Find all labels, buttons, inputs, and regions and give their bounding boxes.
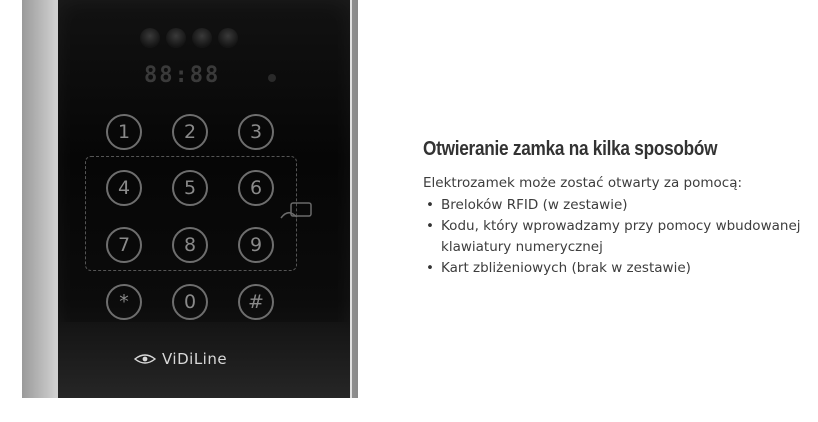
feature-list xyxy=(423,195,803,279)
key-5: 5 xyxy=(172,170,208,206)
list-item: • Kodu, który wprowadzamy przy pomocy wbudowanej klawiatury numerycznej xyxy=(423,216,803,258)
key-7: 7 xyxy=(106,227,142,263)
led-indicator-icon xyxy=(166,28,186,48)
key-6: 6 xyxy=(238,170,274,206)
key-9: 9 xyxy=(238,227,274,263)
brand-logo xyxy=(134,350,227,368)
key-4: 4 xyxy=(106,170,142,206)
rfid-card-icon xyxy=(279,200,315,224)
camera-sensor xyxy=(268,74,276,82)
led-indicator-icon xyxy=(192,28,212,48)
led-indicator-icon xyxy=(140,28,160,48)
key-1: 1 xyxy=(106,114,142,150)
list-item: • Kart zbliżeniowych (brak w zestawie) xyxy=(423,258,803,279)
key-0: 0 xyxy=(172,284,208,320)
brand-name: ViDiLine xyxy=(162,350,228,368)
key-3: 3 xyxy=(238,114,274,150)
eye-logo-icon xyxy=(134,353,156,365)
description-section xyxy=(423,138,803,279)
key-8: 8 xyxy=(172,227,208,263)
led-indicator-icon xyxy=(218,28,238,48)
display-text: 88:88 xyxy=(144,63,221,88)
product-image-keypad xyxy=(22,0,358,398)
key-hash: # xyxy=(238,284,274,320)
intro-text: Elektrozamek może zostać otwarty za pomocą: xyxy=(423,175,743,191)
list-item: • Breloków RFID (w zestawie) xyxy=(423,195,803,216)
led-indicators xyxy=(140,28,240,50)
key-2: 2 xyxy=(172,114,208,150)
key-star: * xyxy=(106,284,142,320)
segment-display xyxy=(144,63,220,88)
section-heading: Otwieranie zamka na kilka sposobów xyxy=(423,138,718,160)
